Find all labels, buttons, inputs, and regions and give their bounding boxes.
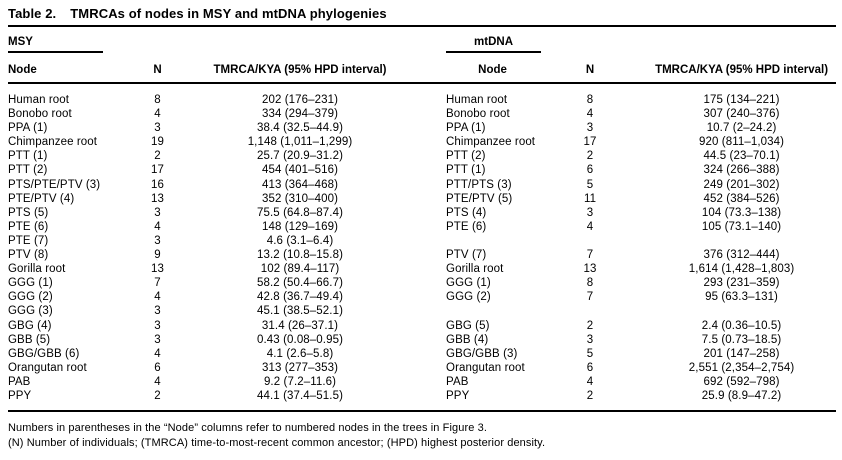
msy-n-cell: 3 <box>154 206 161 219</box>
msy-node-cell: PTT (2) <box>8 164 48 177</box>
mtdna-n-cell <box>560 304 620 318</box>
msy-node-cell: PTE (7) <box>8 234 49 247</box>
msy-tmrca-cell: 352 (310–400) <box>261 192 339 205</box>
msy-tmrca-cell: 334 (294–379) <box>261 108 339 121</box>
msy-node-cell: Orangutan root <box>8 361 87 374</box>
msy-tmrca-cell: 75.5 (64.8–87.4) <box>257 206 344 219</box>
msy-n-cell: 4 <box>154 347 161 360</box>
mtdna-n-cell: 3 <box>586 206 594 219</box>
msy-node-cell: GBG (4) <box>8 319 52 332</box>
mtdna-node-cell: PTT (2) <box>446 150 486 163</box>
msy-tmrca-cell: 4.1 (2.6–5.8) <box>266 347 334 360</box>
mtdna-node-cell: PPY <box>446 389 470 402</box>
mtdna-tmrca-cell: 25.9 (8.9–47.2) <box>701 389 782 402</box>
mtdna-n-cell: 4 <box>586 220 594 233</box>
mtdna-node-cell: Bonobo root <box>446 108 510 121</box>
mtdna-tmrca-cell: 2.4 (0.36–10.5) <box>701 319 782 332</box>
msy-n-cell: 2 <box>154 150 161 163</box>
table-row <box>8 83 836 107</box>
mtdna-node-cell: PTS (4) <box>446 206 487 219</box>
msy-group-header <box>8 27 425 53</box>
msy-node-cell: PTV (8) <box>8 249 49 262</box>
msy-tmrca-cell: 4.6 (3.1–6.4) <box>266 234 334 247</box>
msy-node-cell: Gorilla root <box>8 263 66 276</box>
mtdna-tmrca-cell: 175 (134–221) <box>703 94 780 106</box>
msy-tmrca-cell: 45.1 (38.5–52.1) <box>257 305 344 318</box>
msy-node-cell: GGG (3) <box>8 305 53 318</box>
mtdna-tmrca-cell: 452 (384–526) <box>703 192 780 205</box>
msy-tmrca-cell: 202 (176–231) <box>261 94 339 106</box>
msy-n-cell: 4 <box>154 108 161 121</box>
mtdna-n-cell: 11 <box>583 192 597 205</box>
msy-n-cell: 19 <box>151 136 164 149</box>
msy-n-cell: 16 <box>151 178 164 191</box>
msy-node-cell: Human root <box>8 94 70 106</box>
msy-tmrca-cell: 13.2 (10.8–15.8) <box>257 249 344 262</box>
mtdna-tmrca-cell: 10.7 (2–24.2) <box>706 122 777 135</box>
mtdna-node-cell: Gorilla root <box>446 263 504 276</box>
table-row <box>8 347 836 361</box>
mtdna-node-cell: PAB <box>446 375 469 388</box>
mtdna-group-header <box>425 27 836 53</box>
msy-n-cell: 7 <box>154 277 161 290</box>
msy-node-cell: PTE (6) <box>8 220 49 233</box>
mtdna-n-cell: 4 <box>586 375 594 388</box>
table-row <box>8 290 836 304</box>
msy-n-cell: 6 <box>154 361 161 374</box>
msy-tmrca-cell: 313 (277–353) <box>261 361 339 374</box>
msy-tmrca-cell: 413 (364–468) <box>261 178 339 191</box>
mtdna-node-cell: GBB (4) <box>446 333 489 346</box>
mtdna-n-cell: 6 <box>586 361 594 374</box>
table-row <box>8 248 836 262</box>
mtdna-tmrca-cell <box>620 234 836 248</box>
msy-tmrca-cell: 31.4 (26–37.1) <box>261 319 339 332</box>
table-caption <box>8 6 836 21</box>
mtdna-tmrca-cell: 104 (73.3–138) <box>701 206 782 219</box>
mtdna-node-cell: GBG (5) <box>446 319 490 332</box>
table-row <box>8 121 836 135</box>
table-row <box>8 234 836 248</box>
table-row <box>8 262 836 276</box>
table-row <box>8 304 836 318</box>
table-body <box>8 83 836 411</box>
mtdna-tmrca-cell: 7.5 (0.73–18.5) <box>701 333 782 346</box>
msy-n-cell: 4 <box>154 291 161 304</box>
mtdna-node-cell: GGG (1) <box>446 277 491 290</box>
mtdna-n-cell: 8 <box>586 94 594 106</box>
msy-tmrca-cell: 25.7 (20.9–31.2) <box>257 150 344 163</box>
msy-node-column-header: Node <box>8 53 140 83</box>
msy-n-cell: 3 <box>154 319 161 332</box>
table-title: TMRCAs of nodes in MSY and mtDNA phylogenies <box>70 6 387 21</box>
table-row <box>8 178 836 192</box>
table-row <box>8 389 836 411</box>
msy-tmrca-cell: 44.1 (37.4–51.5) <box>257 389 344 402</box>
msy-n-cell: 13 <box>151 192 164 205</box>
msy-node-cell: GBB (5) <box>8 333 51 346</box>
mtdna-node-cell: PTV (7) <box>446 249 487 262</box>
table-row <box>8 163 836 177</box>
mtdna-node-column-header: Node <box>425 53 560 83</box>
column-header-row <box>8 53 836 83</box>
msy-group-label: MSY <box>8 36 33 48</box>
msy-node-cell: PTE/PTV (4) <box>8 192 75 205</box>
mtdna-tmrca-cell: 920 (811–1,034) <box>699 136 785 149</box>
msy-n-cell: 3 <box>154 234 161 247</box>
msy-tmrca-cell: 58.2 (50.4–66.7) <box>257 277 344 290</box>
footnote-line-2: (N) Number of individuals; (TMRCA) time-to-most-recent common ancestor; (HPD) highest posterior density. <box>8 437 546 450</box>
mtdna-n-cell: 3 <box>586 122 594 135</box>
mtdna-n-cell: 7 <box>586 249 594 262</box>
table-row <box>8 192 836 206</box>
msy-node-cell: Bonobo root <box>8 108 72 121</box>
msy-node-cell: GBG/GBB (6) <box>8 347 80 360</box>
mtdna-tmrca-cell: 105 (73.1–140) <box>701 220 782 233</box>
msy-node-cell: PPY <box>8 389 32 402</box>
footnote-line-1: Numbers in parentheses in the “Node” columns refer to numbered nodes in the trees in Figure 3. <box>8 422 487 435</box>
mtdna-node-cell: PTT/PTS (3) <box>446 178 512 191</box>
msy-n-cell: 17 <box>151 164 164 177</box>
tmrca-table <box>8 27 836 412</box>
msy-group-underline <box>8 36 103 53</box>
mtdna-node-cell: Chimpanzee root <box>446 136 536 149</box>
mtdna-tmrca-cell: 1,614 (1,428–1,803) <box>688 263 795 276</box>
msy-n-cell: 2 <box>154 389 161 402</box>
mtdna-node-cell <box>425 304 560 318</box>
msy-n-cell: 4 <box>154 375 161 388</box>
mtdna-node-cell: PPA (1) <box>446 122 486 135</box>
msy-n-cell: 3 <box>154 305 161 318</box>
msy-node-cell: GGG (1) <box>8 277 53 290</box>
table-row <box>8 107 836 121</box>
mtdna-node-cell: PTT (1) <box>446 164 486 177</box>
mtdna-tmrca-cell: 2,551 (2,354–2,754) <box>688 361 795 374</box>
table-row <box>8 375 836 389</box>
msy-n-column-header: N <box>140 53 175 83</box>
footnotes <box>8 421 836 451</box>
msy-node-cell: Chimpanzee root <box>8 136 98 149</box>
msy-n-cell: 3 <box>154 333 161 346</box>
mtdna-node-cell: Human root <box>446 94 508 106</box>
mtdna-tmrca-cell: 307 (240–376) <box>703 108 780 121</box>
table-row <box>8 149 836 163</box>
group-header-row <box>8 27 836 53</box>
msy-n-cell: 13 <box>151 263 164 276</box>
mtdna-n-cell: 7 <box>586 291 594 304</box>
mtdna-tmrca-cell: 201 (147–258) <box>703 347 780 360</box>
mtdna-n-cell: 3 <box>586 333 594 346</box>
msy-node-cell: GGG (2) <box>8 291 53 304</box>
mtdna-node-cell <box>425 234 560 248</box>
mtdna-tmrca-cell: 293 (231–359) <box>703 277 780 290</box>
msy-tmrca-cell: 102 (89.4–117) <box>260 263 340 276</box>
mtdna-tmrca-cell: 44.5 (23–70.1) <box>703 150 780 163</box>
msy-node-cell: PAB <box>8 375 31 388</box>
mtdna-tmrca-column-header: TMRCA/KYA (95% HPD interval) <box>620 53 836 83</box>
mtdna-n-cell: 8 <box>586 277 594 290</box>
mtdna-group-underline <box>446 36 541 53</box>
msy-n-cell: 9 <box>154 249 161 262</box>
msy-n-cell: 8 <box>154 94 161 106</box>
mtdna-n-cell: 13 <box>583 263 597 276</box>
mtdna-node-cell: PTE/PTV (5) <box>446 192 513 205</box>
mtdna-node-cell: GGG (2) <box>446 291 491 304</box>
msy-n-cell: 4 <box>154 220 161 233</box>
mtdna-tmrca-cell: 692 (592–798) <box>703 375 780 388</box>
mtdna-n-cell: 5 <box>586 347 594 360</box>
msy-node-cell: PTS (5) <box>8 206 49 219</box>
mtdna-n-cell: 2 <box>586 319 594 332</box>
msy-tmrca-cell: 1,148 (1,011–1,299) <box>247 136 353 149</box>
msy-tmrca-cell: 9.2 (7.2–11.6) <box>263 375 337 388</box>
msy-tmrca-cell: 454 (401–516) <box>261 164 339 177</box>
mtdna-group-label: mtDNA <box>474 36 514 48</box>
mtdna-n-cell <box>560 234 620 248</box>
table-row <box>8 319 836 333</box>
msy-tmrca-cell: 42.8 (36.7–49.4) <box>257 291 344 304</box>
mtdna-tmrca-cell <box>620 304 836 318</box>
mtdna-node-cell: GBG/GBB (3) <box>446 347 518 360</box>
mtdna-n-cell: 5 <box>586 178 594 191</box>
mtdna-tmrca-cell: 95 (63.3–131) <box>705 291 778 304</box>
mtdna-node-cell: Orangutan root <box>446 361 525 374</box>
msy-n-cell: 3 <box>154 122 161 135</box>
mtdna-n-column-header: N <box>560 53 620 83</box>
table-row <box>8 333 836 347</box>
table-row <box>8 361 836 375</box>
msy-tmrca-cell: 38.4 (32.5–44.9) <box>257 122 344 135</box>
msy-tmrca-cell: 148 (129–169) <box>261 220 339 233</box>
table-row <box>8 135 836 149</box>
mtdna-n-cell: 2 <box>586 150 594 163</box>
mtdna-n-cell: 17 <box>583 136 597 149</box>
mtdna-n-cell: 6 <box>586 164 594 177</box>
table-row <box>8 206 836 220</box>
mtdna-node-cell: PTE (6) <box>446 220 487 233</box>
msy-tmrca-column-header: TMRCA/KYA (95% HPD interval) <box>175 53 425 83</box>
table-number: Table 2. <box>8 6 57 21</box>
mtdna-n-cell: 4 <box>586 108 594 121</box>
mtdna-tmrca-cell: 376 (312–444) <box>703 249 780 262</box>
table-row <box>8 220 836 234</box>
msy-node-cell: PPA (1) <box>8 122 48 135</box>
mtdna-n-cell: 2 <box>586 389 594 402</box>
table-row <box>8 276 836 290</box>
msy-node-cell: PTT (1) <box>8 150 48 163</box>
mtdna-tmrca-cell: 249 (201–302) <box>703 178 780 191</box>
msy-tmrca-cell: 0.43 (0.08–0.95) <box>257 333 344 346</box>
msy-node-cell: PTS/PTE/PTV (3) <box>8 178 101 191</box>
mtdna-tmrca-cell: 324 (266–388) <box>703 164 780 177</box>
